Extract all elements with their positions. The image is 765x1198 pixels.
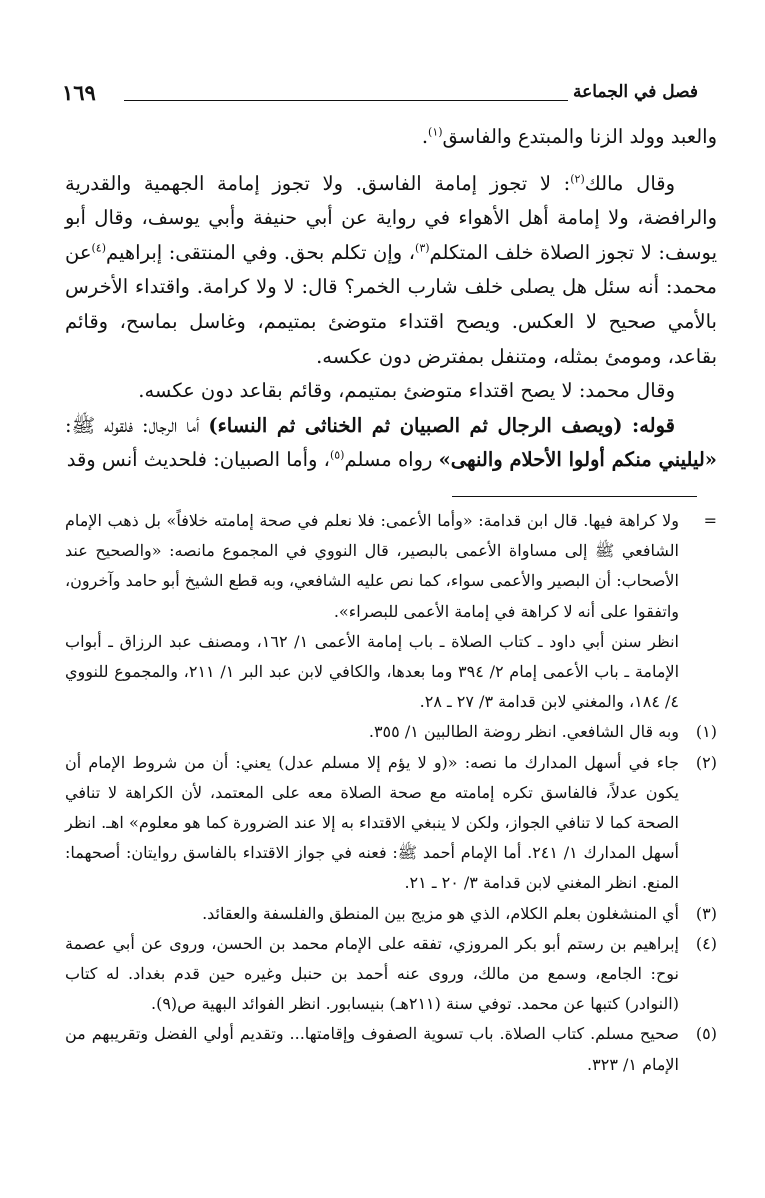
footnote-2 [65,748,717,899]
footnote-text: إبراهيم بن رستم أبو بكر المروزي، تفقه على الإمام محمد بن الحسن، وروى عن أبي عصمة نوح: الجامع، وسمع من مالك، وروى عنه أحمد بن حنبل وغيره حين قدم بغداد. له كتاب (النوادر) كتبها عن محمد. توفي سنة (٢١١هـ) بنيسابور. انظر الفوائد البهية ص(٩). [65,933,679,1014]
footnote-text: وبه قال الشافعي. انظر روضة الطالبين ١/ ٣٥٥. [368,722,679,742]
footnote-ref-3[interactable]: (٣) [415,241,430,255]
footnote-ref-4[interactable]: (٤) [91,241,106,255]
main-line-0: والعبد وولد الزنا والمبتدع والفاسق$^{(١)}$. [421,125,717,148]
footnote-mark: = [703,511,717,530]
footnote-text: انظر سنن أبي داود ـ كتاب الصلاة ـ باب إمامة الأعمى ١/ ١٦٢، ومصنف عبد الرزاق ـ أبواب الإمامة ـ باب الأعمى إمام ٢/ ٣٩٤ وما بعدها، والكافي لابن عبد البر ١/ ٢١١، والمجموع للنووي ٤/ ١٨٤، والمغني لابن قدامة ٣/ ٢٧ ـ ٢٨. [65,631,680,712]
footnote-4 [65,929,717,1020]
footnote-mark: (١) [695,722,717,742]
footnote-mark: (٣) [695,903,717,923]
footnote-ref-1[interactable]: (١) [428,125,443,139]
footnote-3 [65,899,717,929]
footnote-1 [65,717,717,747]
footnote-mark: (٤) [695,933,717,953]
paragraph-muhammad: وقال محمد: لا يصح اقتداء متوضئ بمتيمم، وقائم بقاعد دون عكسه. [138,379,675,403]
header-rule [124,100,568,101]
main-text [65,120,717,478]
paragraph-malik: وقال مالك$^{(٢)}$: لا تجوز إمامة الفاسق. ولا تجوز إمامة الجهمية والقدرية والرافضة، ولا إمامة أهل الأهواء في رواية عن أبي حنيفة وأبي يوسف، وقال أبو يوسف: لا تجوز الصلاة خلف المتكلم$^{(٣)}$، وإن تكلم بحق. وفي المنتقى: إبراهيم$^{(٤)}$عن محمد: أنه سئل هل يصلى خلف شارب الخمر؟ قال: لا ولا كرامة. واقتداء الأخرس بالأمي صحيح لا العكس. ويصح اقتداء متوضئ بمتيمم، وغاسل بماسح، وقائم بقاعد، ومومئ بمثله، ومتنفل بمفترض دون عكسه. [65,171,717,368]
page-number: ١٦٩ [62,80,96,105]
footnote-5 [65,1019,717,1079]
chapter-title: فصل في الجماعة [572,82,698,102]
footnote-text: جاء في أسهل المدارك ما نصه: «(و لا يؤم إلا مسلم عدل) يعني: أن من شروط الإمام أن يكون عدلاً، فالفاسق تكره إمامته مع صحة الصلاة معه على المعتمد، لأن الكراهة لا تنافي الصحة كما لا تنافي الجواز، ولكن لا ينبغي الاقتداء به إلا عند الضرورة كما هو معلوم» اهـ. انظر أسهل المدارك ١/ ٢٤١. أما الإمام أحمد ﷺ: فعنه في جواز الاقتداء بالفاسق روايتان: أصحهما: المنع. انظر المغني لابن قدامة ٣/ ٢٠ ـ ٢١. [65,752,680,893]
footnote-mark: (٥) [695,1024,717,1044]
footnotes [65,506,717,1080]
footnote-ref-2[interactable]: (٢) [570,172,585,186]
footnote-text: صحيح مسلم. كتاب الصلاة. باب تسوية الصفوف وإقامتها... وتقديم أولي الفضل وتقريبهم من الإمام ١/ ٣٢٣. [65,1024,679,1074]
footnote-text: أي المنشغلون بعلم الكلام، الذي هو مزيج بين المنطق والفلسفة والعقائد. [202,903,679,923]
footnote-mark: (٢) [695,752,717,772]
footnote-ref-5[interactable]: (٥) [329,448,345,462]
footnote-separator [452,496,697,497]
footnote-text: ولا كراهة فيها. قال ابن قدامة: «وأما الأعمى: فلا نعلم في صحة إمامته خلافاً» بل ذهب الإمام الشافعي ﷺ إلى مساواة الأعمى بالبصير، قال النووي في المجموع مانصه: «والصحيح عند الأصحاب: أن البصير والأعمى سواء، كما نص عليه الشافعي، وبه قطع الشيخ أبو حامد وآخرون، واتفقوا على أنه لا كراهة في إمامة الأعمى للبصراء». [65,511,680,621]
paragraph-qawluhu: قوله: (ويصف الرجال ثم الصبيان ثم الخناثى ثم النساء) أما الرجال: فلقوله ﷺ: «ليليني منكم أولوا الأحلام والنهى» رواه مسلم$^{(٥)}$، وأما الصبيان: فلحديث أنس وقد [65,413,717,472]
footnote-continuation [65,506,717,717]
running-header [62,80,698,106]
